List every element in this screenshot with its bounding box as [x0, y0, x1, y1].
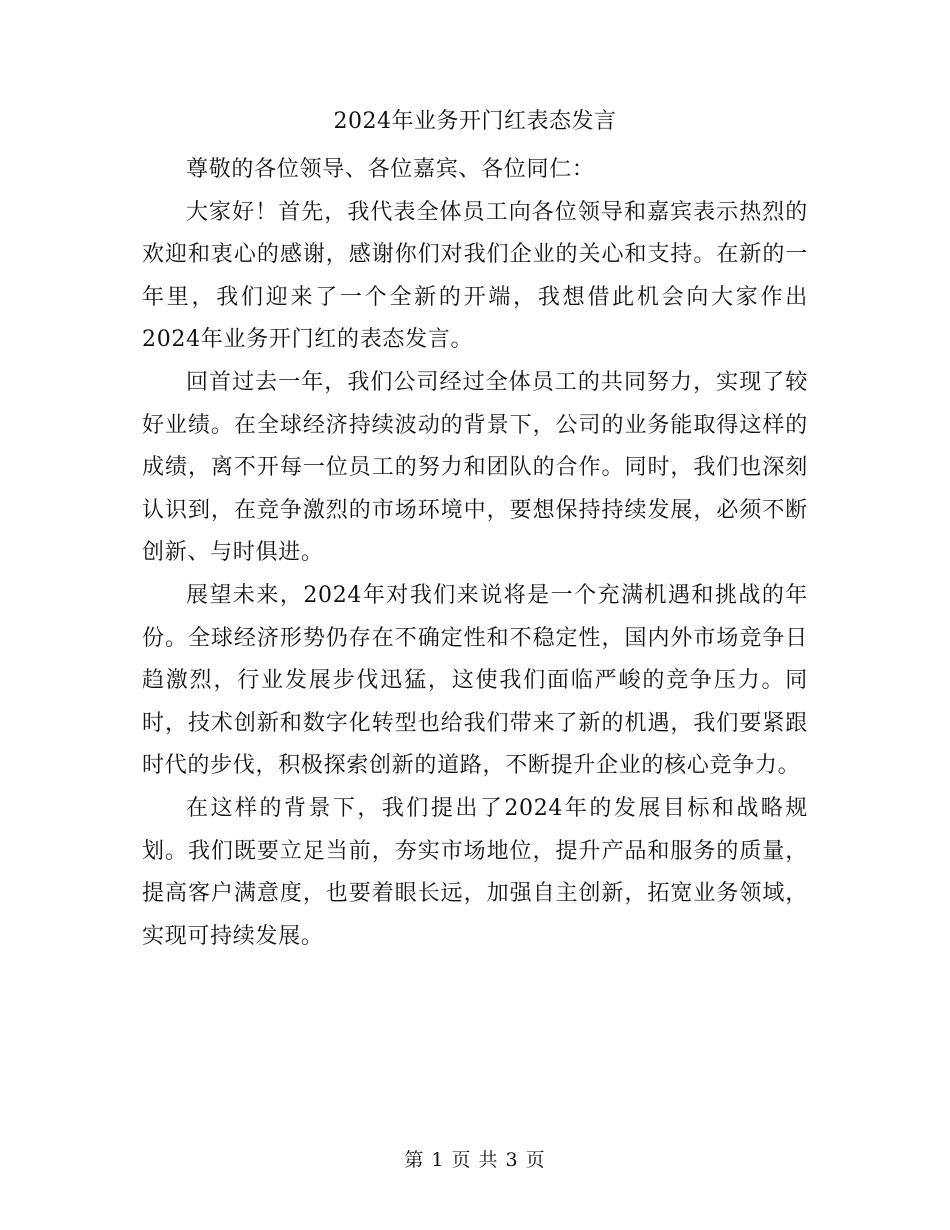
body-paragraph: 大家好！首先，我代表全体员工向各位领导和嘉宾表示热烈的欢迎和衷心的感谢，感谢你们对我们企业的关心和支持。在新的一年里，我们迎来了一个全新的开端，我想借此机会向大家作出2024年业务开门红的表态发言。: [142, 199, 808, 353]
document-body: [142, 149, 808, 958]
body-paragraph: 在这样的背景下，我们提出了2024年的发展目标和战略规划。我们既要立足当前，夯实市场地位，提升产品和服务的质量，提高客户满意度，也要着眼长远，加强自主创新，拓宽业务领域，实现可持续发展。: [142, 795, 808, 949]
body-paragraph: 展望未来，2024年对我们来说将是一个充满机遇和挑战的年份。全球经济形势仍存在不确定性和不稳定性，国内外市场竞争日趋激烈，行业发展步伐迅猛，这使我们面临严峻的竞争压力。同时，技术创新和数字化转型也给我们带来了新的机遇，我们要紧跟时代的步伐，积极探索创新的道路，不断提升企业的核心竞争力。: [142, 582, 808, 779]
salutation-paragraph: 尊敬的各位领导、各位嘉宾、各位同仁：: [186, 157, 595, 182]
body-paragraph: 回首过去一年，我们公司经过全体员工的共同努力，实现了较好业绩。在全球经济持续波动的背景下，公司的业务能取得这样的成绩，离不开每一位员工的努力和团队的合作。同时，我们也深刻认识到，在竞争激烈的市场环境中，要想保持持续发展，必须不断创新、与时俱进。: [142, 369, 808, 566]
page-number-footer: 第 1 页 共 3 页: [404, 1149, 546, 1171]
document-title: 2024年业务开门红表态发言: [333, 109, 617, 134]
